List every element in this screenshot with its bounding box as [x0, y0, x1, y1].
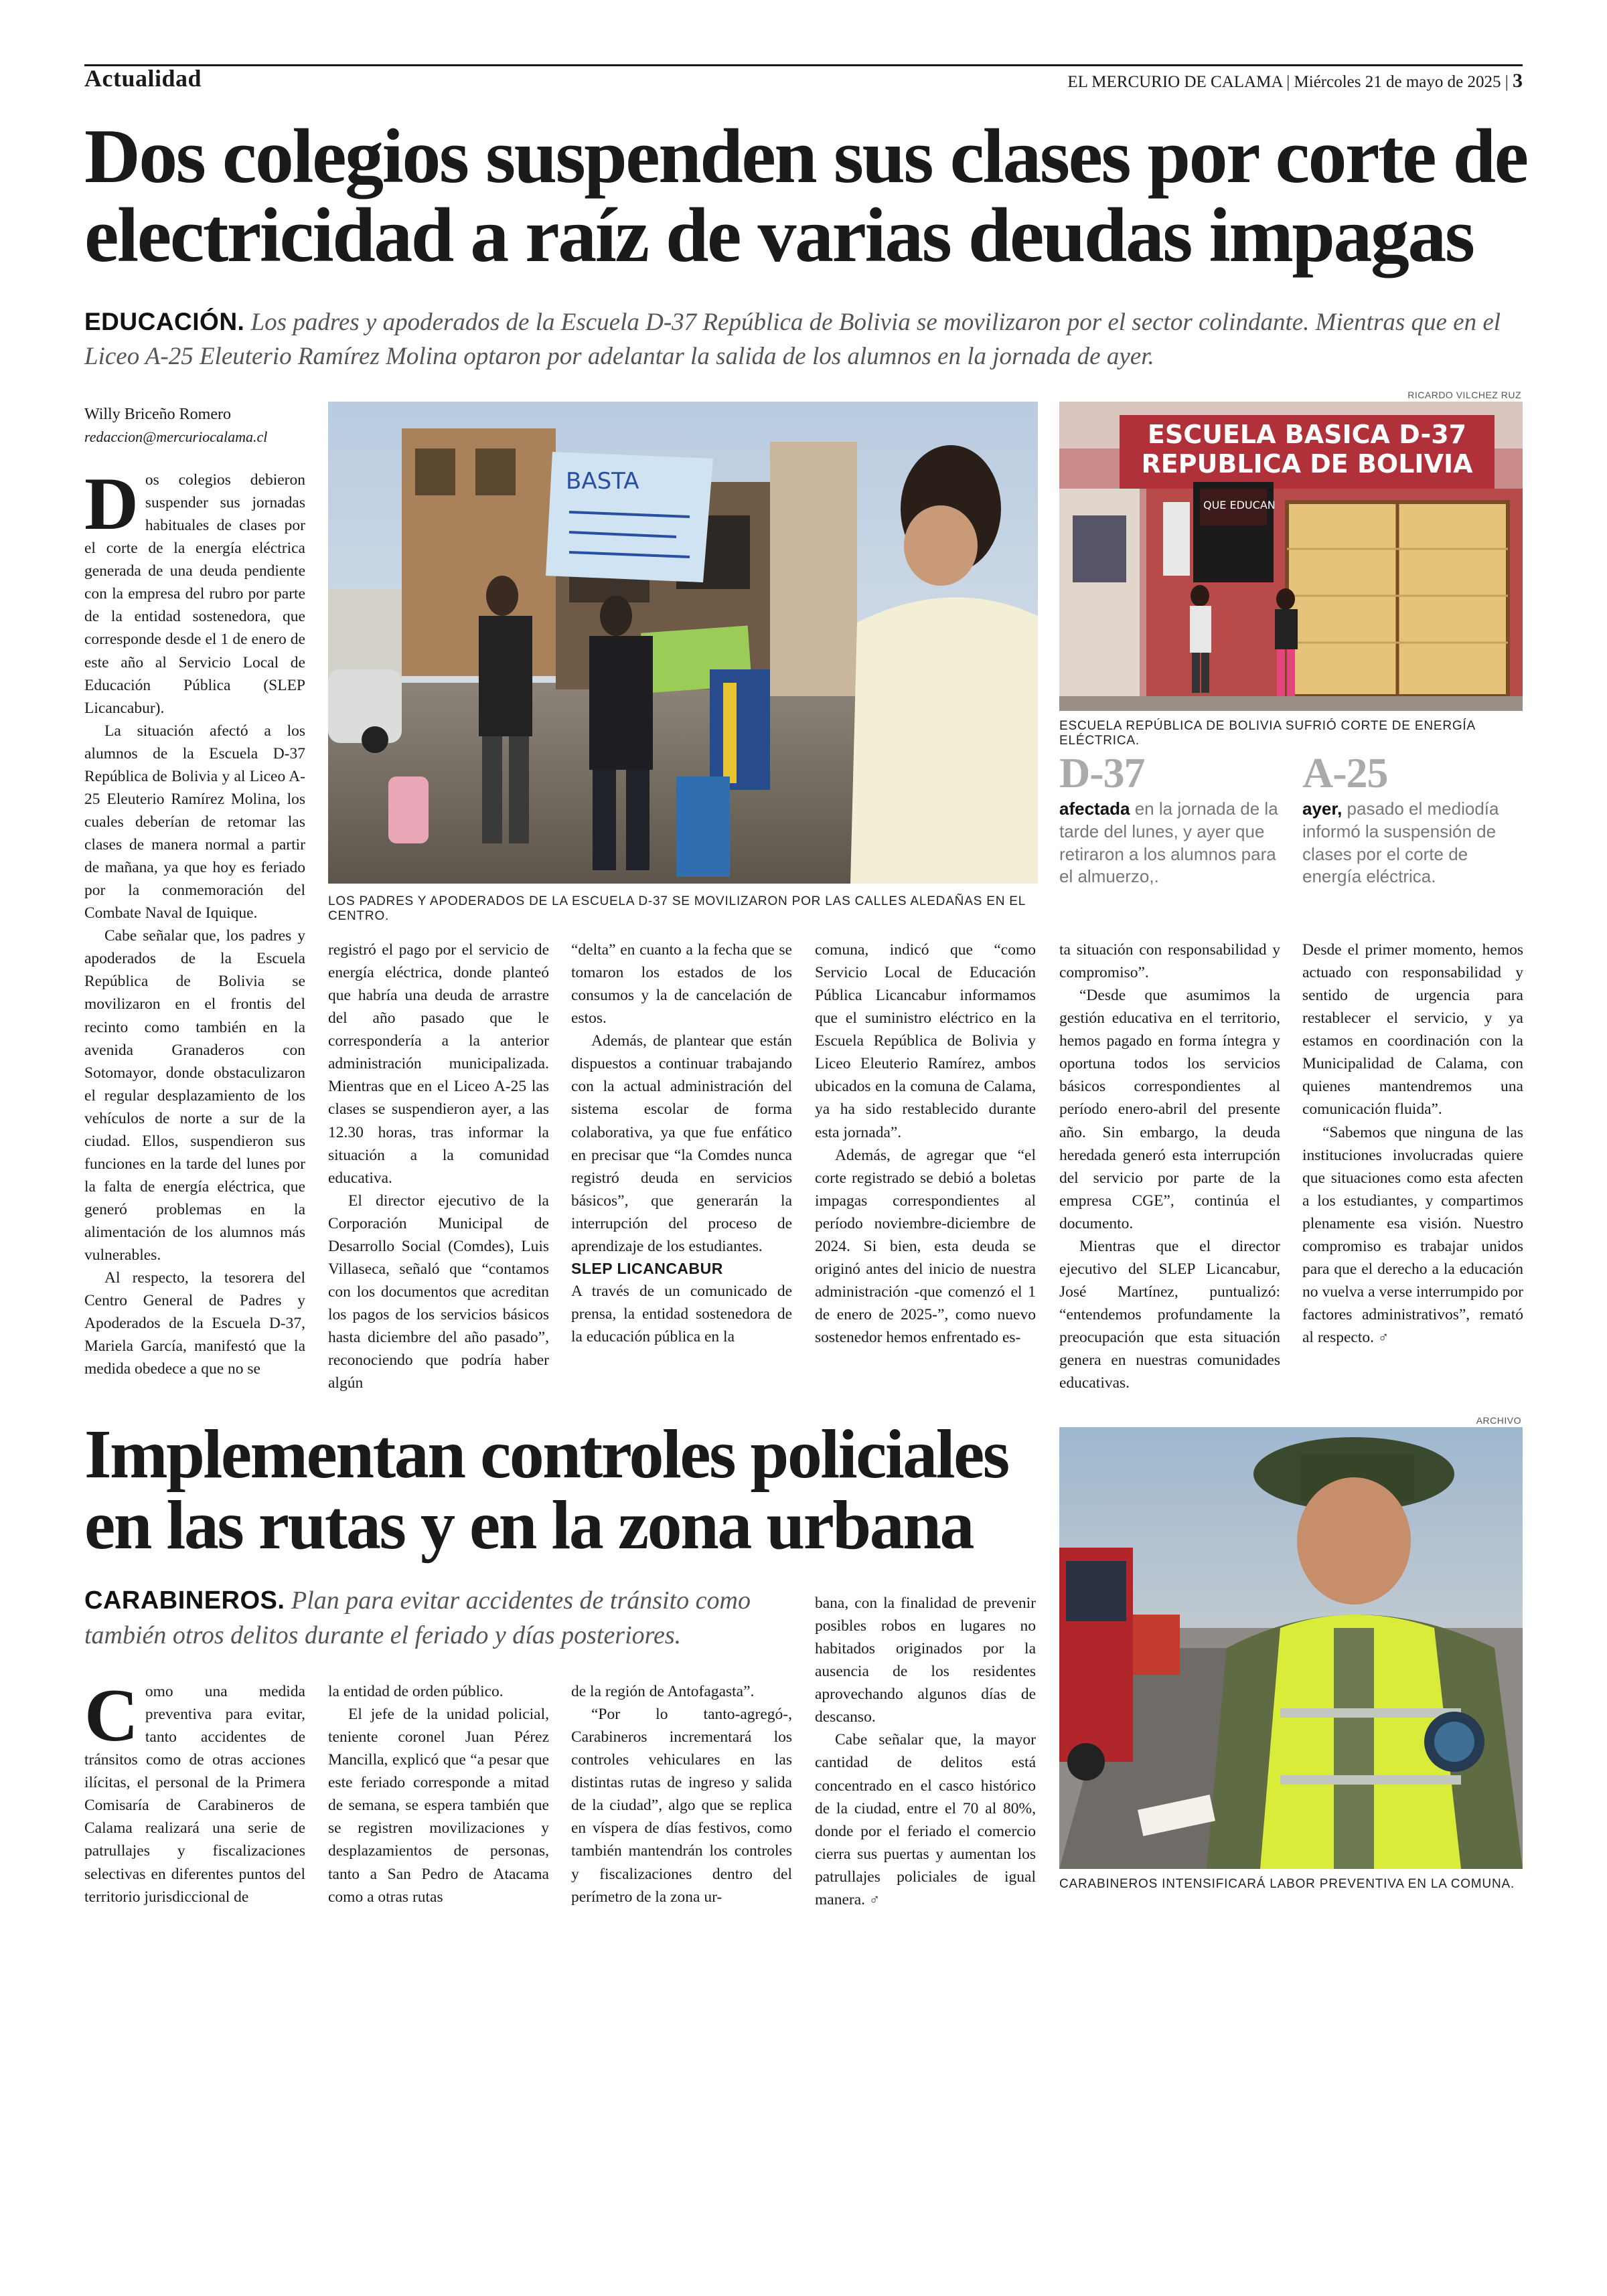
- article1-col5-para: ta situación con responsabilidad y compromiso”.: [1059, 941, 1280, 982]
- article1-col1-para: Cabe señalar que, los padres y apoderados de la Escuela República de Bolivia se movilizaron en el frontis del recinto como también en la avenida Granaderos con Sotomayor, donde obstaculizaron el regular desplazamiento de los vehículos de norte a sur de la ciudad. Ellos, suspendieron sus funciones en la tarde del lunes por la falta de energía eléctrica, que generó problemas en la alimentación de los alumnos más vulnerables.: [84, 927, 305, 1264]
- article2-col4-para: bana, con la finalidad de prevenir posibles robos en lugares no habitados originados por la ausencia de los residentes aprovechando algunos días de descanso.: [815, 1594, 1036, 1726]
- article2-col3-para: de la región de Antofagasta”.: [571, 1683, 755, 1700]
- school-photo-illustration: [1059, 402, 1523, 711]
- article2-deck-text: Plan para evitar accidentes de tránsito como también otros delitos durante el feriado y días posteriores.: [84, 1586, 751, 1650]
- protest-photo-caption: LOS PADRES Y APODERADOS DE LA ESCUELA D-37 SE MOVILIZARON POR LAS CALLES ALEDAÑAS EN EL CENTRO.: [328, 894, 1026, 923]
- article2-column-1: [84, 1674, 305, 1908]
- protest-photo-illustration: [328, 402, 1038, 884]
- section-label: Actualidad: [84, 65, 202, 92]
- article2-col2-para: El jefe de la unidad policial, teniente coronel Juan Pérez Mancilla, explicó que “a pesar que este feriado corresponde a mitad de semana, se espera también que se registren movilizaciones y desplazamientos de personas, tanto a San Pedro de Atacama como a otras rutas: [328, 1706, 549, 1906]
- article1-col2-para: El director ejecutivo de la Corporación Municipal de Desarrollo Social (Comdes), Luis Villaseca, señaló que “contamos con los documentos que acreditan los pagos de los servicios básicos hasta diciembre del año pasado”, reconociendo que podría haber algún: [328, 1192, 549, 1392]
- article1-kicker: EDUCACIÓN.: [84, 308, 245, 335]
- article2-col4-para: Cabe señalar que, la mayor cantidad de delitos está concentrado en el casco histórico de la ciudad, entre el 70 al 80%, donde por el feriado el comercio cierra sus puertas y aumentan los patrullajes policiales de igual manera. ♂: [815, 1731, 1036, 1908]
- issue-date: Miércoles 21 de mayo de 2025: [1294, 73, 1501, 91]
- article1-col1-para: La situación afectó a los alumnos de la Escuela D-37 República de Bolivia y al Liceo A-25 Eleuterio Ramírez Molina, los cuales deberían de retomar las clases de manera normal a partir de mañana, ya que hoy es feriado por la conmemoración del Combate Naval de Iquique.: [84, 722, 305, 922]
- school-poster-text: QUE EDUCAN: [1203, 499, 1276, 511]
- protest-sign-text: BASTA: [566, 468, 639, 495]
- fact-d37-text: afectada en la jornada de la tarde del lunes, y ayer que retiraron a los alumnos para el almuerzo,.: [1059, 799, 1278, 887]
- article2-end-icon: ♂: [868, 1890, 881, 1908]
- article1-col1-para: Al respecto, la tesorera del Centro General de Padres y Apoderados de la Escuela D-37, Mariela García, manifestó que la medida obedece a que no se: [84, 1269, 305, 1378]
- article1-col6-para: Desde el primer momento, hemos actuado con responsabilidad y sentido de urgencia para restablecer el servicio, y ya estamos en coordinación con la Municipalidad de Calama, con quienes mantendremos una comunicación fluida”.: [1302, 941, 1523, 1119]
- fact-a25-text: ayer, pasado el mediodía informó la suspensión de clases por el corte de energía eléctrica.: [1302, 799, 1499, 887]
- article2-column-4: [815, 1592, 1036, 1911]
- fact-d37-number: D-37: [1059, 749, 1145, 797]
- fact-box-d37: [1059, 748, 1280, 888]
- article1-col3-para: “delta” en cuanto a la fecha que se tomaron los estados de los consumos y la de cancelación de estos.: [571, 941, 792, 1028]
- school-photo-credit: RICARDO VILCHEZ RUZ: [1407, 390, 1521, 400]
- article1-col6-para: “Sabemos que ninguna de las instituciones involucradas quiere que situaciones como esta afecten a los estudiantes, y compartimos plenamente esa visión. Nuestro compromiso es trabajar unidos para que el derecho a la educación no vuelva a verse interrumpido por factores administrativos”, remató al respecto. ♂: [1302, 1123, 1523, 1347]
- masthead: EL MERCURIO DE CALAMA | Miércoles 21 de mayo de 2025 | 3: [1067, 70, 1523, 92]
- article2-deck: [84, 1583, 787, 1653]
- school-sign-line1: ESCUELA BASICA D-37: [1147, 420, 1467, 449]
- police-photo: [1059, 1427, 1523, 1869]
- article1-column-2: [328, 938, 549, 1394]
- police-photo-caption: CARABINEROS INTENSIFICARÁ LABOR PREVENTIVA EN LA COMUNA.: [1059, 1877, 1515, 1891]
- article1-col3-para: Además, de plantear que están dispuestos a continuar trabajando con la actual administración del sistema escolar de forma colaborativa, ya que fue enfático en precisar que “la Comdes nunca registró deuda en servicios básicos”, que generarán la interrupción del proceso de aprendizaje de los estudiantes.: [571, 1032, 792, 1255]
- fact-a25-number: A-25: [1302, 749, 1388, 797]
- article1-col5-para: “Desde que asumimos la gestión educativa en el territorio, hemos pagado en forma íntegra y oportuna todos los servicios básicos correspondientes al período enero-abril del presente año. Sin embargo, la deuda heredada generó esta interrupción del servicio por parte de la empresa CGE”, continúa el documento.: [1059, 987, 1280, 1232]
- article1-column-4: [815, 938, 1036, 1349]
- article1-column-1: [84, 463, 305, 1381]
- article1-headline: Dos colegios suspenden sus clases por corte de electricidad a raíz de varias deudas impagas: [84, 114, 1527, 279]
- article-end-icon: ♂: [1377, 1329, 1389, 1346]
- police-photo-illustration: [1059, 1427, 1523, 1869]
- page-number: 3: [1513, 70, 1523, 92]
- article1-column-3: [571, 938, 792, 1348]
- article1-col3-para: A través de un comunicado de prensa, la entidad sostenedora de la educación pública en la: [571, 1283, 792, 1346]
- publication-name: EL MERCURIO DE CALAMA: [1067, 73, 1283, 91]
- police-photo-credit: ARCHIVO: [1476, 1415, 1521, 1426]
- article1-column-5: [1059, 938, 1280, 1394]
- school-photo-caption: ESCUELA REPÚBLICA DE BOLIVIA SUFRIÓ CORTE DE ENERGÍA ELÉCTRICA.: [1059, 719, 1475, 748]
- article2-column-2: [328, 1680, 549, 1908]
- article1-subhead: SLEP LICANCABUR: [571, 1259, 723, 1277]
- protest-photo: [328, 402, 1038, 884]
- article1-column-6: [1302, 938, 1523, 1349]
- author-byline: Willy Briceño Romero: [84, 406, 231, 423]
- article2-headline: Implementan controles policiales en las rutas y en la zona urbana: [84, 1416, 1008, 1564]
- article2-column-3: [571, 1680, 792, 1908]
- school-sign-line2: REPUBLICA DE BOLIVIA: [1141, 449, 1473, 479]
- article1-col2-para: registró el pago por el servicio de energía eléctrica, donde planteó que habría una deuda de arrastre del año pasado que le correspondería a la anterior administración municipalizada. Mientras que en el Liceo A-25 las clases se suspendieron ayer, a las 12.30 horas, tras informar la situación a la comunidad educativa.: [328, 941, 549, 1187]
- article1-col1-para: Dos colegios debieron suspender sus jornadas habituales de clases por el corte de la energía eléctrica generada de una deuda pendiente con la empresa del rubro por parte de la entidad sostenedora, que corresponde desde el 1 de enero de este año al Servicio Local de Educación Pública (SLEP Licancabur).: [84, 463, 305, 717]
- article1-col4-para: comuna, indicó que “como Servicio Local de Educación Pública Licancabur informamos que el suministro eléctrico en la Escuela República de Bolivia y Liceo Eleuterio Ramírez, ambos ubicados en la comuna de Calama, ya ha sido restablecido durante esta jornada”.: [815, 941, 1036, 1141]
- article2-col3-para: “Por lo tanto-agregó-, Carabineros incrementará los controles vehiculares en las distintas rutas de ingreso y salida de la ciudad”, algo que se replica en víspera de días festivos, como también mantendrán los controles y fiscalizaciones dentro del perímetro de la zona ur-: [571, 1706, 792, 1906]
- article2-dropcap: C: [84, 1674, 139, 1757]
- article1-dropcap: D: [84, 463, 139, 546]
- article1-deck: [84, 305, 1524, 374]
- article2-col2-para: la entidad de orden público.: [328, 1683, 504, 1700]
- school-photo: [1059, 402, 1523, 711]
- header-rule: [84, 64, 1523, 66]
- fact-box-a25: [1302, 748, 1523, 888]
- article1-deck-text: Los padres y apoderados de la Escuela D-37 República de Bolivia se movilizaron por el sector colindante. Mientras que en el Liceo A-25 Eleuterio Ramírez Molina optaron por adelantar la salida de los alumnos en la jornada de ayer.: [84, 309, 1501, 371]
- article1-col5-para: Mientras que el director ejecutivo del SLEP Licancabur, José Martínez, puntualizó: “entendemos profundamente la preocupación que esta situación genera en nuestras comunidades educativas.: [1059, 1237, 1280, 1392]
- article2-col1-para: Como una medida preventiva para evitar, tanto accidentes de tránsitos como de otras acciones ilícitas, el personal de la Primera Comisaría de Carabineros de Calama realizará una serie de patrullajes y fiscalizaciones selectivas en diferentes puntos del territorio jurisdiccional de: [84, 1674, 305, 1906]
- article2-kicker: CARABINEROS.: [84, 1586, 285, 1615]
- article1-col4-para: Además, de agregar que “el corte registrado se debió a boletas impagas correspondientes al período noviembre-diciembre de 2024. Si bien, esta deuda se originó antes del inicio de nuestra administración -que comenzó el 1 de enero de 2025-”, como nuevo sostenedor hemos enfrentado es-: [815, 1146, 1036, 1347]
- author-email: redaccion@mercuriocalama.cl: [84, 428, 268, 445]
